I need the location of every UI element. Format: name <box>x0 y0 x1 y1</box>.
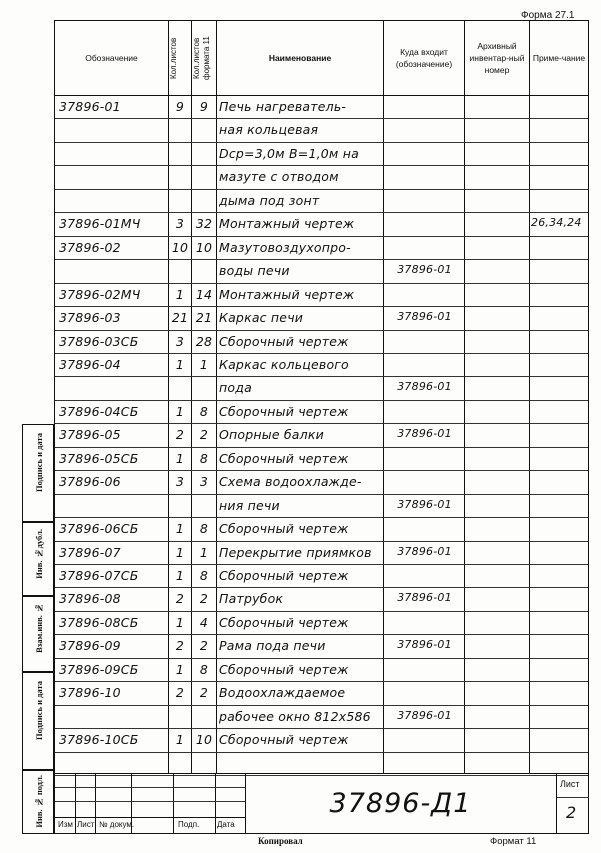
header-designation: Обозначение <box>85 53 138 63</box>
designation-cell <box>59 169 167 188</box>
tb-date: Дата <box>217 820 235 829</box>
col-divider <box>529 21 530 773</box>
where-used-cell: 37896-01 <box>397 310 452 324</box>
where-used-cell <box>385 287 464 306</box>
designation-cell <box>59 380 167 399</box>
name-cell: Рама пода печи <box>219 638 326 654</box>
sheets-format-cell: 21 <box>195 310 213 326</box>
row-divider <box>55 705 588 706</box>
row-divider <box>55 283 588 284</box>
footer-copied: Копировал <box>258 836 303 846</box>
name-cell: Водоохлаждаемое <box>219 685 346 701</box>
note-cell <box>531 99 587 118</box>
row-divider <box>55 681 588 682</box>
where-used-cell: 37896-01 <box>397 708 452 722</box>
row-divider <box>55 376 588 377</box>
designation-cell <box>59 193 167 212</box>
sheets-count-cell <box>169 380 191 399</box>
archive-cell <box>465 662 529 681</box>
note-cell: 26,34,24 <box>531 216 582 230</box>
sheets-format-cell <box>192 498 216 517</box>
sheets-count-cell: 1 <box>175 614 185 630</box>
designation-cell: 37896-02МЧ <box>59 286 141 302</box>
archive-cell <box>465 615 529 634</box>
sheets-format-cell <box>192 380 216 399</box>
where-used-cell <box>385 216 464 235</box>
where-used-cell <box>385 568 464 587</box>
note-cell <box>531 122 587 141</box>
sheets-count-cell: 1 <box>175 732 185 748</box>
header-archive: Архивный инвентар-ный номер <box>469 41 525 75</box>
row-divider <box>55 658 588 659</box>
footer-format: Формат 11 <box>490 836 537 847</box>
designation-cell <box>59 263 167 282</box>
row-divider <box>55 447 588 448</box>
header-sheets-count: Кол.листов <box>169 37 178 79</box>
where-used-cell: 37896-01 <box>397 263 452 277</box>
archive-cell <box>465 334 529 353</box>
name-cell: Печь нагреватель- <box>219 99 347 114</box>
row-divider <box>55 330 588 331</box>
note-cell <box>531 146 587 165</box>
sheets-count-cell: 3 <box>175 216 185 232</box>
name-cell: мазуте с отводом <box>219 169 339 185</box>
sheets-count-cell: 2 <box>175 591 185 607</box>
note-cell <box>531 521 587 540</box>
where-used-cell <box>385 521 464 540</box>
row-divider <box>55 470 588 471</box>
row-divider <box>55 423 588 424</box>
where-used-cell: 37896-01 <box>397 591 452 605</box>
where-used-cell <box>385 334 464 353</box>
designation-cell: 37896-04СБ <box>59 403 139 419</box>
name-cell: Схема водоохлажде- <box>219 474 362 490</box>
sheets-format-cell: 32 <box>195 216 213 232</box>
archive-cell <box>465 591 529 610</box>
row-divider <box>55 494 588 495</box>
row-divider <box>55 611 588 612</box>
where-used-cell <box>385 193 464 212</box>
sheets-count-cell <box>169 709 191 728</box>
col-divider <box>383 21 384 773</box>
sheets-count-cell: 2 <box>175 427 185 443</box>
designation-cell <box>59 146 167 165</box>
where-used-cell <box>385 732 464 751</box>
header-sheets-format: Кол.листов формата 11 <box>192 36 211 80</box>
where-used-cell: 37896-01 <box>397 427 452 441</box>
sheets-count-cell <box>169 169 191 188</box>
name-cell: Патрубок <box>219 591 284 607</box>
sheets-count-cell: 1 <box>175 521 185 537</box>
name-cell: Каркас печи <box>219 310 304 326</box>
sheets-count-cell: 1 <box>175 356 185 372</box>
name-cell: Сборочный чертеж <box>219 568 349 583</box>
name-cell: воды печи <box>219 263 290 279</box>
note-cell <box>531 193 587 212</box>
sheets-format-cell: 8 <box>199 661 209 677</box>
archive-cell <box>465 474 529 493</box>
row-divider <box>55 236 588 237</box>
row-divider <box>55 259 588 260</box>
where-used-cell <box>385 685 464 704</box>
where-used-cell <box>385 122 464 141</box>
archive-cell <box>465 568 529 587</box>
header-name: Наименование <box>268 53 332 63</box>
sheets-format-cell: 8 <box>199 403 209 419</box>
name-cell: Монтажный чертеж <box>219 216 355 232</box>
designation-cell: 37896-04 <box>59 356 121 372</box>
name-cell: пода <box>219 380 252 396</box>
sheets-count-cell: 10 <box>171 239 189 255</box>
sheets-format-cell: 28 <box>195 333 213 349</box>
row-divider <box>55 752 588 753</box>
row-divider <box>55 541 588 542</box>
where-used-cell <box>385 169 464 188</box>
sheets-count-cell <box>169 193 191 212</box>
sheets-format-cell: 2 <box>199 638 209 654</box>
side-sign-date-2: Подпись и дата <box>22 672 54 770</box>
sheets-count-cell: 3 <box>175 333 185 349</box>
title-block-changes <box>55 773 245 833</box>
name-cell: Dср=3,0м B=1,0м на <box>219 145 359 161</box>
side-inv-podl: Инв. № подл. <box>22 770 54 834</box>
name-cell: ния печи <box>219 497 280 513</box>
where-used-cell <box>385 615 464 634</box>
where-used-cell <box>385 451 464 470</box>
archive-cell <box>465 169 529 188</box>
note-cell <box>531 287 587 306</box>
where-used-cell <box>385 662 464 681</box>
archive-cell <box>465 732 529 751</box>
note-cell <box>531 545 587 564</box>
designation-cell: 37896-08 <box>59 591 121 607</box>
where-used-cell <box>385 357 464 376</box>
archive-cell <box>465 451 529 470</box>
note-cell <box>531 451 587 470</box>
row-divider <box>55 564 588 565</box>
name-cell: Перекрытие приямков <box>219 544 372 560</box>
name-cell: рабочее окно 812x586 <box>219 708 371 724</box>
where-used-cell <box>385 404 464 423</box>
note-cell <box>531 662 587 681</box>
where-used-cell <box>385 146 464 165</box>
row-divider <box>55 353 588 354</box>
sheets-format-cell <box>192 169 216 188</box>
archive-cell <box>465 545 529 564</box>
designation-cell: 37896-03 <box>59 310 121 326</box>
where-used-cell <box>385 99 464 118</box>
sheets-count-cell <box>169 122 191 141</box>
sheets-format-cell: 2 <box>199 591 209 607</box>
sheets-format-cell: 8 <box>199 568 209 583</box>
archive-cell <box>465 427 529 446</box>
note-cell <box>531 427 587 446</box>
row-divider <box>55 306 588 307</box>
name-cell: Сборочный чертеж <box>219 661 349 677</box>
archive-cell <box>465 357 529 376</box>
sheets-format-cell: 10 <box>195 239 213 255</box>
note-cell <box>531 380 587 399</box>
sheets-format-cell: 14 <box>195 286 213 302</box>
sheets-format-cell <box>192 122 216 141</box>
name-cell: Сборочный чертеж <box>219 732 349 748</box>
name-cell: Сборочный чертеж <box>219 403 349 419</box>
archive-cell <box>465 310 529 329</box>
row-divider <box>55 212 588 213</box>
form-label: Форма 27.1 <box>521 10 575 21</box>
side-sign-date-1: Подпись и дата <box>22 424 54 522</box>
sheets-count-cell: 1 <box>175 568 185 583</box>
row-divider <box>55 118 588 119</box>
tb-izm: Изм <box>58 820 73 829</box>
note-cell <box>531 310 587 329</box>
designation-cell: 37896-03СБ <box>59 333 139 349</box>
note-cell <box>531 685 587 704</box>
archive-cell <box>465 216 529 235</box>
sheets-format-cell: 2 <box>199 685 209 701</box>
where-used-cell <box>385 240 464 259</box>
designation-cell <box>59 122 167 141</box>
row-divider <box>55 165 588 166</box>
sheets-format-cell: 2 <box>199 427 209 443</box>
sheets-count-cell: 1 <box>175 661 185 677</box>
archive-cell <box>465 146 529 165</box>
where-used-cell: 37896-01 <box>397 497 452 511</box>
name-cell: Каркас кольцевого <box>219 356 349 372</box>
sheets-count-cell: 2 <box>175 638 185 654</box>
sheets-count-cell: 2 <box>175 685 185 701</box>
name-cell: Сборочный чертеж <box>219 333 349 349</box>
header-where-used: Куда входит (обозначение) <box>395 47 453 69</box>
side-inv-dubl: Инв. №дубл. <box>22 522 54 596</box>
sheets-count-cell: 1 <box>175 450 185 466</box>
row-divider <box>55 400 588 401</box>
archive-cell <box>465 685 529 704</box>
sheets-format-cell: 1 <box>199 544 209 560</box>
where-used-cell <box>385 474 464 493</box>
sheets-count-cell: 1 <box>175 544 185 560</box>
row-divider <box>55 189 588 190</box>
archive-cell <box>465 638 529 657</box>
sheets-format-cell: 4 <box>199 614 209 630</box>
note-cell <box>531 615 587 634</box>
designation-cell <box>59 498 167 517</box>
col-divider <box>216 21 217 773</box>
sheet-number: 2 <box>566 803 577 822</box>
sheets-format-cell: 8 <box>199 521 209 537</box>
sheets-format-cell: 1 <box>199 356 209 372</box>
archive-cell <box>465 240 529 259</box>
sheets-format-cell <box>192 193 216 212</box>
tb-list: Лист <box>77 820 95 829</box>
sheets-count-cell <box>169 263 191 282</box>
archive-cell <box>465 709 529 728</box>
name-cell: Мазутовоздухопро- <box>219 239 351 255</box>
row-divider <box>55 142 588 143</box>
designation-cell: 37896-02 <box>59 239 121 255</box>
note-cell <box>531 591 587 610</box>
note-cell <box>531 568 587 587</box>
archive-cell <box>465 498 529 517</box>
designation-cell: 37896-01 <box>59 99 121 114</box>
sheets-format-cell <box>192 146 216 165</box>
archive-cell <box>465 380 529 399</box>
archive-cell <box>465 99 529 118</box>
note-cell <box>531 240 587 259</box>
header-divider <box>55 95 588 96</box>
designation-cell: 37896-08СБ <box>59 614 139 630</box>
name-cell: ная кольцевая <box>219 122 319 138</box>
sheets-count-cell <box>169 146 191 165</box>
archive-cell <box>465 404 529 423</box>
sheets-format-cell <box>192 263 216 282</box>
designation-cell: 37896-09 <box>59 638 121 654</box>
note-cell <box>531 709 587 728</box>
designation-cell: 37896-05СБ <box>59 450 139 466</box>
note-cell <box>531 169 587 188</box>
archive-cell <box>465 122 529 141</box>
side-vzam-inv: Взам.инв. № <box>22 596 54 672</box>
designation-cell: 37896-05 <box>59 427 121 443</box>
sheets-format-cell <box>192 709 216 728</box>
designation-cell: 37896-10СБ <box>59 732 139 748</box>
note-cell <box>531 732 587 751</box>
note-cell <box>531 357 587 376</box>
designation-cell <box>59 709 167 728</box>
name-cell: Сборочный чертеж <box>219 614 349 630</box>
note-cell <box>531 498 587 517</box>
where-used-cell: 37896-01 <box>397 638 452 652</box>
tb-sign: Подп. <box>178 820 200 829</box>
row-divider <box>55 728 588 729</box>
designation-cell: 37896-09СБ <box>59 661 139 677</box>
row-divider <box>55 587 588 588</box>
sheets-format-cell: 9 <box>199 99 209 114</box>
sheets-format-cell: 3 <box>199 474 209 490</box>
sheets-count-cell: 1 <box>175 286 185 302</box>
sheets-format-cell: 8 <box>199 450 209 466</box>
designation-cell: 37896-07СБ <box>59 568 139 583</box>
document-frame <box>54 20 589 834</box>
designation-cell: 37896-07 <box>59 544 121 560</box>
note-cell <box>531 404 587 423</box>
designation-cell: 37896-06СБ <box>59 521 139 537</box>
row-divider <box>55 517 588 518</box>
sheets-count-cell: 1 <box>175 403 185 419</box>
archive-cell <box>465 193 529 212</box>
note-cell <box>531 638 587 657</box>
name-cell: Опорные балки <box>219 427 324 443</box>
designation-cell: 37896-06 <box>59 474 121 490</box>
sheets-count-cell: 21 <box>171 310 189 326</box>
archive-cell <box>465 521 529 540</box>
name-cell: Монтажный чертеж <box>219 286 355 302</box>
name-cell: Сборочный чертеж <box>219 450 349 466</box>
where-used-cell: 37896-01 <box>397 380 452 394</box>
sheets-count-cell: 9 <box>175 99 185 114</box>
archive-cell <box>465 263 529 282</box>
tb-doc: № докум. <box>99 820 135 829</box>
row-divider <box>55 634 588 635</box>
sheets-format-cell: 10 <box>195 732 213 748</box>
archive-cell <box>465 287 529 306</box>
sheet-box: Лист 2 <box>556 773 589 833</box>
name-cell: дыма под зонт <box>219 192 320 208</box>
sheets-count-cell: 3 <box>175 474 185 490</box>
note-cell <box>531 263 587 282</box>
note-cell <box>531 474 587 493</box>
designation-cell: 37896-01МЧ <box>59 216 141 232</box>
header-note: Приме-чание <box>532 53 586 63</box>
where-used-cell: 37896-01 <box>397 544 452 558</box>
designation-cell: 37896-10 <box>59 685 121 701</box>
note-cell <box>531 334 587 353</box>
sheets-count-cell <box>169 498 191 517</box>
doc-number: 37896-Д1 <box>329 787 472 819</box>
name-cell: Сборочный чертеж <box>219 521 349 537</box>
